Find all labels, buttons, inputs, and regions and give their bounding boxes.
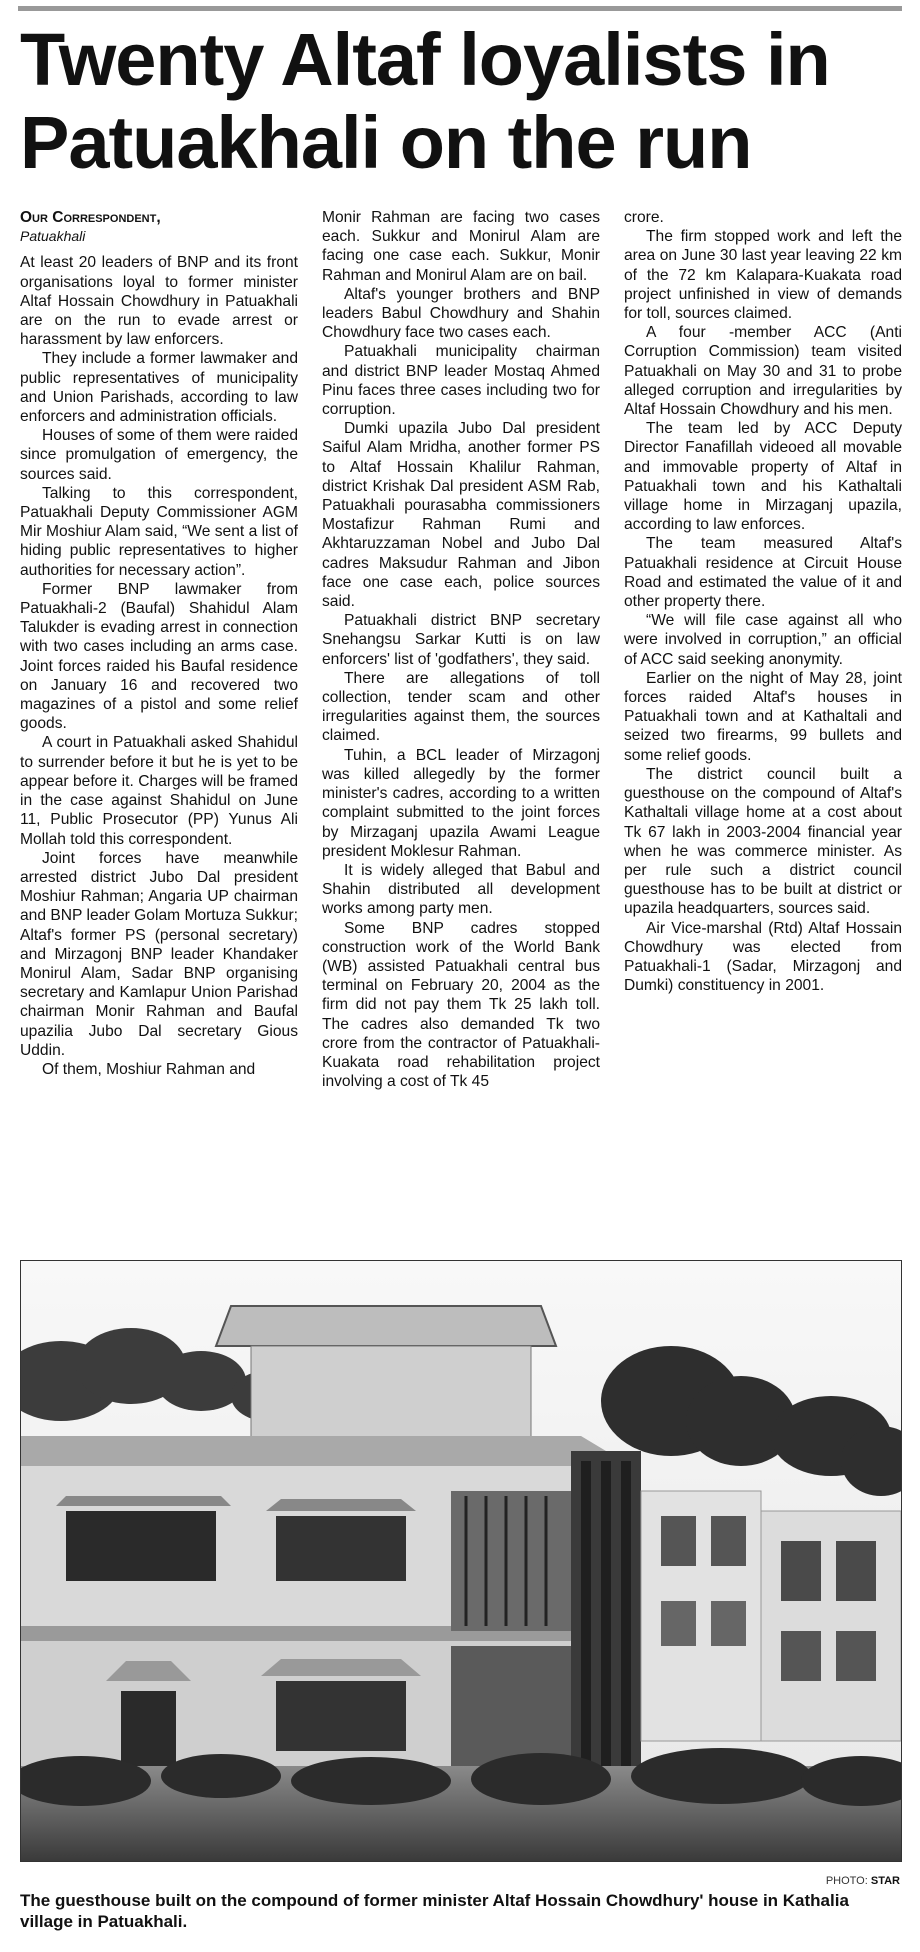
paragraph: They include a former lawmaker and public representatives of municipality and Union Parishads, according to law enforcers and administration officials. (20, 350, 298, 426)
article-body (20, 208, 902, 1228)
paragraph: It is widely alleged that Babul and Shahin distributed all development works among party men. (322, 861, 600, 918)
main-building (21, 1436, 661, 1791)
column-3 (624, 208, 902, 1228)
paragraph: Talking to this correspondent, Patuakhali Deputy Commissioner AGM Mir Moshiur Alam said, “We sent a list of hiding public representatives to higher authorities for necessary action”. (20, 484, 298, 579)
paragraph: The team measured Altaf's Patuakhali residence at Circuit House Road and estimated the value of it and other property there. (624, 535, 902, 611)
paragraph: Patuakhali district BNP secretary Snehangsu Sarkar Kutti is on law enforcers' list of 'godfathers', they said. (322, 612, 600, 668)
paragraph: Patuakhali municipality chairman and district BNP leader Mostaq Ahmed Pinu faces three cases including two for corruption. (322, 343, 600, 419)
top-rule (18, 6, 902, 11)
dateline: Patuakhali (20, 228, 86, 245)
paragraph: Some BNP cadres stopped construction work of the World Bank (WB) assisted Patuakhali central bus terminal on February 20, 2004 as the firm did not pay them Tk 25 lakh toll. The cadres also demanded Tk two crore from the contractor of Patuakhali-Kuakata road rehabilitation project involving a cost of Tk 45 (322, 919, 600, 1091)
paragraph: crore. (624, 209, 664, 226)
photo-credit (826, 1875, 900, 1887)
paragraph: At least 20 leaders of BNP and its front organisations loyal to former minister Altaf Hossain Chowdhury in Patuakhali are on the run to evade arrest or harassment by law enforcers. (20, 254, 298, 349)
column-1 (20, 208, 298, 1228)
paragraph: The firm stopped work and left the area on June 30 last year leaving 22 km of the 72 km Kalapara-Kuakata road project unfinished in view of demands for toll, sources claimed. (624, 228, 902, 323)
photo-caption: The guesthouse built on the compound of former minister Altaf Hossain Chowdhury' house in Kathalia village in Patuakhali. (20, 1891, 849, 1931)
paragraph: Altaf's younger brothers and BNP leaders Babul Chowdhury and Shahin Chowdhury face two cases each. (322, 285, 600, 342)
paragraph: The district council built a guesthouse on the compound of Altaf's Kathaltali village home at a cost about Tk 67 lakh in 2003-2004 financial year when he was commerce minister. As per rule such a district council guesthouse has to be built at district or upazila headquarters, sources said. (624, 765, 902, 918)
paragraph: Earlier on the night of May 28, joint forces raided Altaf's houses in Patuakhali town and at Kathaltali and seized two firearms, 99 bullets and some relief goods. (624, 669, 902, 764)
guesthouse-illustration (21, 1261, 901, 1861)
photo-credit-label: PHOTO: (825, 1875, 868, 1887)
paragraph: The team led by ACC Deputy Director Fanafillah videoed all movable and immovable property of Altaf in Patuakhali town and his Kathaltali village home in Mirzaganj upazila, according to law enforces. (624, 420, 902, 534)
paragraph: A court in Patuakhali asked Shahidul to surrender before it but he is yet to be appear before it. Charges will be framed in the case against Shahidul on June 11, Public Prosecutor (PP) Yunus Ali Mollah told this correspondent. (20, 734, 298, 848)
paragraph: Houses of some of them were raided since promulgation of emergency, the sources said. (20, 427, 298, 483)
paragraph: A four -member ACC (Anti Corruption Commission) team visited Patuakhali on May 30 and 31 to probe alleged corruption and irregularities by Altaf Hossain Chowdhury and his men. (624, 324, 902, 419)
paragraph: Joint forces have meanwhile arrested district Jubo Dal president Moshiur Rahman; Angaria UP chairman and BNP leader Golam Mortuza Sukkur; Altaf's former PS (personal secretary) and Mirzagonj BNP leader Khandaker Monirul Alam, Sadar BNP organising secretary and Kamlapur Union Parishad chairman Monir Rahman and Baufal upazilia Jubo Dal secretary Gious Uddin. (20, 849, 298, 1059)
paragraph: Tuhin, a BCL leader of Mirzagonj was killed allegedly by the former minister's cadres, according to a written complaint submitted to the joint forces by Mirzaganj upazila Awami League president Moklesur Rahman. (322, 746, 600, 860)
paragraph: Monir Rahman are facing two cases each. Sukkur and Monirul Alam are facing one case each. Sukkur, Monir Rahman and Monirul Alam are on bail. (322, 209, 600, 284)
paragraph: Of them, Moshiur Rahman and (42, 1060, 256, 1078)
paragraph: Air Vice-marshal (Rtd) Altaf Hossain Chowdhury was elected from Patuakhali-1 (Sadar, Mirzagonj and Dumki) constituency in 2001. (624, 919, 902, 995)
paragraph: Former BNP lawmaker from Patuakhali-2 (Baufal) Shahidul Alam Talukder is evading arrest in connection with two cases including an arms case. Joint forces raided his Baufal residence on January 16 and recovered two magazines of a pistol and some relief goods. (20, 580, 298, 733)
guesthouse-photo (20, 1260, 902, 1862)
photo-credit-source: STAR (870, 1875, 900, 1887)
byline: Our Correspondent, (20, 209, 161, 226)
side-building (641, 1491, 901, 1741)
rooftop-room (216, 1306, 556, 1441)
paragraph: Dumki upazila Jubo Dal president Saiful Alam Mridha, another former PS to Altaf Hossain Khalilur Rahman, district Krishak Dal president ASM Rab, Patuakhali pourasabha commissioners Mostafizur Rahman Rumi and Akhtaruzzaman Nobel and Jubo Dal cadres Maksudur Rahman and Jibon face one case each, police sources said. (322, 420, 600, 611)
paragraph: “We will file case against all who were involved in corruption,” an official of ACC said seeking anonymity. (624, 612, 902, 668)
paragraph: There are allegations of toll collection, tender scam and other irregularities against them, the sources claimed. (322, 669, 600, 745)
column-2 (322, 208, 600, 1228)
headline: Twenty Altaf loyalists in Patuakhali on the run (20, 18, 830, 184)
